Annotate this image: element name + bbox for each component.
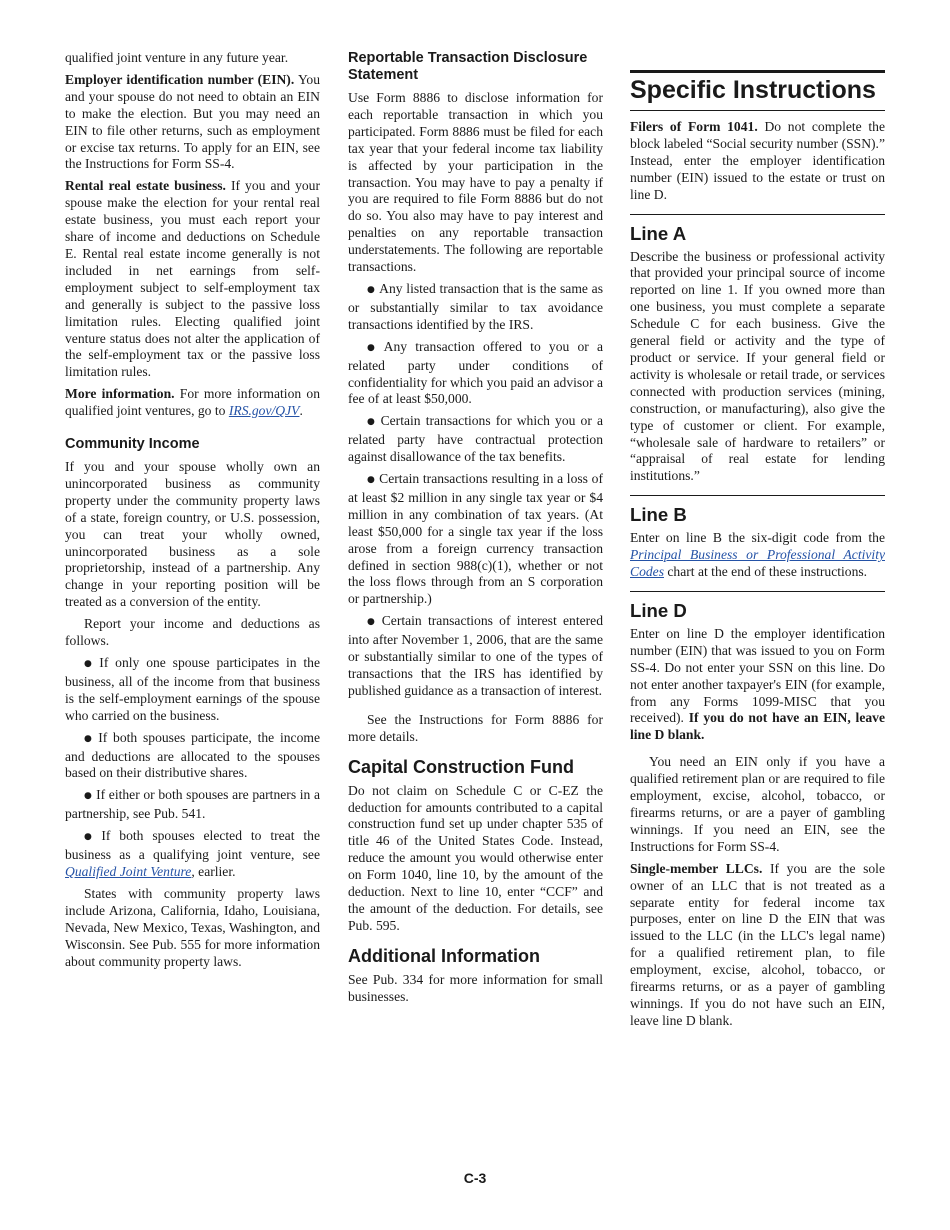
list-item-text-tail: , earlier. <box>191 863 236 879</box>
section-divider <box>630 214 885 215</box>
rental-run-in-heading: Rental real estate business. <box>65 178 226 194</box>
list-item-text: Certain transactions of interest entered into after November 1, 2006, that are the same or substantially similar to one of the types of transactions that the IRS has identified by published guidance as a transaction of interest. <box>348 613 603 698</box>
filers-paragraph <box>630 119 885 204</box>
line-a-paragraph: Describe the business or professional activity that provided your principal source of income reported on line 1. If you owned more than one business, you must complete a separate Schedule C for each business. Give the general field or activity and the type of product or service. If your general field or activity is wholesale or retail trade, or services connected with production services (mining, construction, or manufacturing), also give the type of customer or client. For example, “wholesale sale of hardware to retailers” or “appraisal of real estate for lending institutions.” <box>630 248 885 484</box>
line-b-text: Enter on line B the six-digit code from the <box>630 530 885 546</box>
section-divider <box>630 591 885 592</box>
line-b-text-tail: chart at the end of these instructions. <box>667 564 868 580</box>
filers-text: Do not complete the block labeled “Social security number (SSN).” Instead, enter the employer identification number (EIN) issued to the estate or trust on line D. <box>630 119 886 202</box>
list-item-text: Any listed transaction that is the same as or substantially similar to tax avoidance transactions identified by the IRS. <box>348 280 603 332</box>
bullet-icon: ● <box>367 284 376 295</box>
bullet-icon: ● <box>84 832 98 843</box>
reportable-transaction-heading: Reportable Transaction Disclosure Statement <box>348 50 588 83</box>
ein-text: You and your spouse do not need to obtain an EIN to make the election. But you may need an EIN to file other returns, such as employment or excise tax returns. To apply for an EIN, see the Instructions for Form SS-4. <box>65 71 320 172</box>
bullet-icon: ● <box>84 659 96 669</box>
ein-run-in-heading: Employer identification number (EIN). <box>65 71 295 87</box>
bullet-icon: ● <box>367 342 380 353</box>
community-income-paragraph: If you and your spouse wholly own an unincorporated business as community property under the community property laws of a state, foreign country, or U.S. possession, you can treat your wholly owned, unincorporated business as a sole proprietorship, instead of a partnership. Any change in your reporting position will be treated as a conversion of the entity. <box>65 459 320 610</box>
more-info-run-in-heading: More information. <box>65 386 175 402</box>
section-divider <box>630 110 885 111</box>
bullet-icon: ● <box>84 791 93 802</box>
continuation-paragraph: qualified joint venture in any future year. <box>65 50 289 65</box>
list-item <box>65 655 320 725</box>
bullet-icon: ● <box>367 417 377 428</box>
list-item <box>348 339 603 409</box>
reportable-transaction-paragraph: Use Form 8886 to disclose information for each reportable transaction in which you participated. Form 8886 must be filed for each tax year that your federal income tax liability is affected by your participation in the transaction. You may have to pay a penalty if you are required to file Form 8886 but do not do so. You also may have to pay interest and penalties on any reportable transaction understatements. The following are reportable transactions. <box>348 90 603 275</box>
community-income-heading: Community Income <box>65 436 200 453</box>
list-item-text: Any transaction offered to you or a related party under conditions of confidentiality for which you paid an advisor a fee of at least $50,000. <box>348 338 603 407</box>
list-item <box>348 281 603 334</box>
list-item-text: If either or both spouses are partners in a partnership, see Pub. 541. <box>65 787 320 822</box>
list-item <box>65 828 320 881</box>
llc-paragraph <box>630 861 885 1030</box>
line-d-bold-note: If you do not have an EIN, leave line D blank. <box>630 710 885 743</box>
additional-information-heading: Additional Information <box>348 945 540 966</box>
filers-run-in-heading: Filers of Form 1041. <box>630 119 758 134</box>
line-b-paragraph <box>630 530 885 581</box>
column-right <box>630 50 885 1035</box>
ein-paragraph <box>65 72 320 173</box>
list-item <box>348 613 603 700</box>
list-item <box>348 471 603 608</box>
rental-paragraph <box>65 178 320 381</box>
line-d-heading: Line D <box>630 599 687 621</box>
capital-construction-paragraph: Do not claim on Schedule C or C-EZ the deduction for amounts contributed to a capital construction fund set up under chapter 535 of title 46 of the United States Code. Instead, reduce the amount you would otherwise enter on Form 1040, line 10, by the amount of the deduction. Next to line 10, enter “CCF” and the amount of the deduction. For details, see Pub. 595. <box>348 782 603 933</box>
list-item <box>65 787 320 823</box>
list-item-text: Certain transactions resulting in a loss of at least $2 million in any single tax year or $4 million in any combination of tax years. (At least $50,000 for a single tax year if the loss arose from a foreign currency transaction defined in section 988(c)(1), whether or not the loss flows through from an S corporation or partnership.) <box>348 471 603 607</box>
bullet-icon: ● <box>84 733 95 744</box>
page-number: C-3 <box>463 1170 487 1186</box>
line-a-heading: Line A <box>630 222 687 244</box>
list-item <box>65 730 320 783</box>
llc-text: If you are the sole owner of an LLC that is not treated as a separate entity for federal income tax purposes, enter on line D the EIN that was issued to the LLC (in the LLC's legal name) for a qualified retirement plan, to file employment, excise, alcohol, tobacco, or firearms returns, or as a payer of gambling winnings. If you do not have such an EIN, leave line D blank. <box>630 860 885 1028</box>
list-item-text: Certain transactions for which you or a related party have contractual protection against disallowance of the tax benefits. <box>348 413 604 465</box>
qjv-link[interactable]: IRS.gov/QJV <box>228 403 300 419</box>
line-d-text: Enter on line D the employer identification number (EIN) that was issued to you on Form SS-4. Do not enter your SSN on this line. Do not enter another taxpayer's EIN (for example, from any Forms 1099-MISC that you received). <box>630 625 885 726</box>
list-item-text: If both spouses elected to treat the business as a qualifying joint venture, see <box>65 828 320 863</box>
list-item <box>348 413 603 466</box>
see-instructions-paragraph: See the Instructions for Form 8886 for more details. <box>348 711 603 744</box>
more-info-text: For more information on qualified joint ventures, go to <box>65 386 320 419</box>
bullet-icon: ● <box>367 617 378 628</box>
ein-need-paragraph: You need an EIN only if you have a qualified retirement plan or are required to file employment, excise, alcohol, tobacco, or firearms returns, or are a payer of gambling winnings. If you need an EIN, see the Instructions for Form SS-4. <box>630 754 885 854</box>
column-middle <box>348 50 603 1011</box>
line-d-paragraph <box>630 626 885 744</box>
specific-instructions-title: Specific Instructions <box>630 76 876 104</box>
report-paragraph: Report your income and deductions as follows. <box>65 616 320 649</box>
states-paragraph: States with community property laws include Arizona, California, Idaho, Louisiana, Nevada, New Mexico, Texas, Washington, and Wisconsin. See Pub. 555 for more information about community property laws. <box>65 885 320 969</box>
column-left <box>65 50 320 975</box>
capital-construction-heading: Capital Construction Fund <box>348 756 574 777</box>
qualified-joint-venture-link[interactable]: Qualified Joint Venture <box>65 863 192 879</box>
line-b-heading: Line B <box>630 504 687 526</box>
more-info-paragraph: More information. For more information on qualified joint ventures, go to IRS.gov/QJV. <box>65 386 320 419</box>
additional-information-paragraph: See Pub. 334 for more information for small businesses. <box>348 971 603 1004</box>
llc-run-in-heading: Single-member LLCs. <box>630 860 763 876</box>
section-divider <box>630 495 885 496</box>
activity-codes-link[interactable]: Principal Business or Professional Activity Codes <box>630 547 885 580</box>
bullet-icon: ● <box>367 475 376 486</box>
rental-text: If you and your spouse make the election for your rental real estate business, you must each report your share of income and deductions on Schedule E. Rental real estate income generally is not included in net earnings from self-employment subject to self-employment tax and generally is subject to the passive loss limitation rules. Electing qualified joint venture status does not alter the application of the self-employment tax or the passive loss limitation rules. <box>65 178 321 380</box>
list-item-text: If only one spouse participates in the business, all of the income from that business is the self-employment earnings of the spouse who carried on the business. <box>65 655 320 723</box>
list-item-text: If both spouses participate, the income and deductions are allocated to the spouses based on their distributive shares. <box>65 729 320 781</box>
